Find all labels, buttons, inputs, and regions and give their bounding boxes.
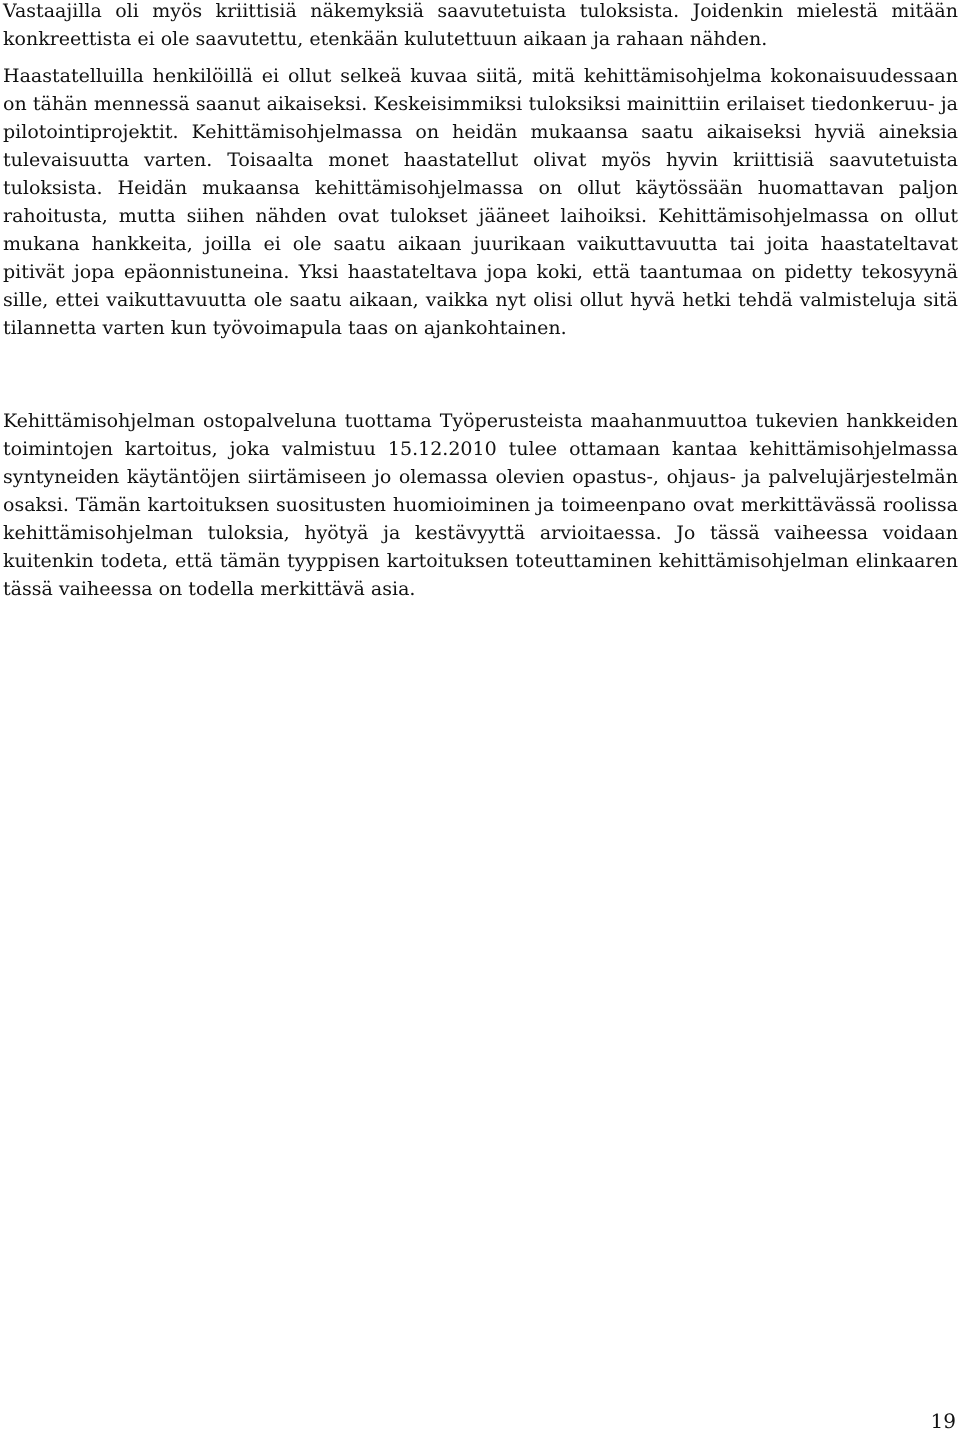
paragraph-interview-results: Haastatelluilla henkilöillä ei ollut selkeä kuvaa siitä, mitä kehittämisohjelma kokonaisuudessaan on tähän mennessä saanut aikaiseksi. Keskeisimmiksi tuloksiksi mainittiin erilaiset tiedonkeruu- ja pilotointiprojektit. Kehittämisohjelmassa on heidän mukaansa saatu aikaiseksi hyviä aineksia tulevaisuutta varten. Toisaalta monet haastatellut olivat myös hyvin kriittisiä saavutetuista tuloksista. Heidän mukaansa kehittämisohjelmassa on ollut käytössään huomattavan paljon rahoitusta, mutta siihen nähden ovat tulokset jääneet laihoiksi. Kehittämisohjelmassa on ollut mukana hankkeita, joilla ei ole saatu aikaan juurikaan vaikuttavuutta tai joita haastateltavat pitivät jopa epäonnistuneina. Yksi haastateltava jopa koki, että taantumaa on pidetty tekosyynä sille, ettei vaikuttavuutta ole saatu aikaan, vaikka nyt olisi ollut hyvä hetki tehdä valmisteluja sitä tilannetta varten kun työvoimapula taas on ajankohtainen. [3,65,958,339]
paragraph-critical-views: Vastaajilla oli myös kriittisiä näkemyksiä saavutetuista tuloksista. Joidenkin mielestä mitään konkreettista ei ole saavutettu, etenkään kulutettuun aikaan ja rahaan nähden. [3,0,958,50]
paragraph-survey-mapping: Kehittämisohjelman ostopalveluna tuottama Työperusteista maahanmuuttoa tukevien hankkeiden toimintojen kartoitus, joka valmistuu 15.12.2010 tulee ottamaan kantaa kehittämisohjelmassa syntyneiden käytäntöjen siirtämiseen jo olemassa olevien opastus-, ohjaus- ja palvelujärjestelmän osaksi. Tämän kartoituksen suositusten huomioiminen ja toimeenpano ovat merkittävässä roolissa kehittämisohjelman tuloksia, hyötyä ja kestävyyttä arvioitaessa. Jo tässä vaiheessa voidaan kuitenkin todeta, että tämän tyyppisen kartoituksen toteuttaminen kehittämisohjelman elinkaaren tässä vaiheessa on todella merkittävä asia. [3,410,958,600]
page-number: 19 [930,1409,956,1433]
